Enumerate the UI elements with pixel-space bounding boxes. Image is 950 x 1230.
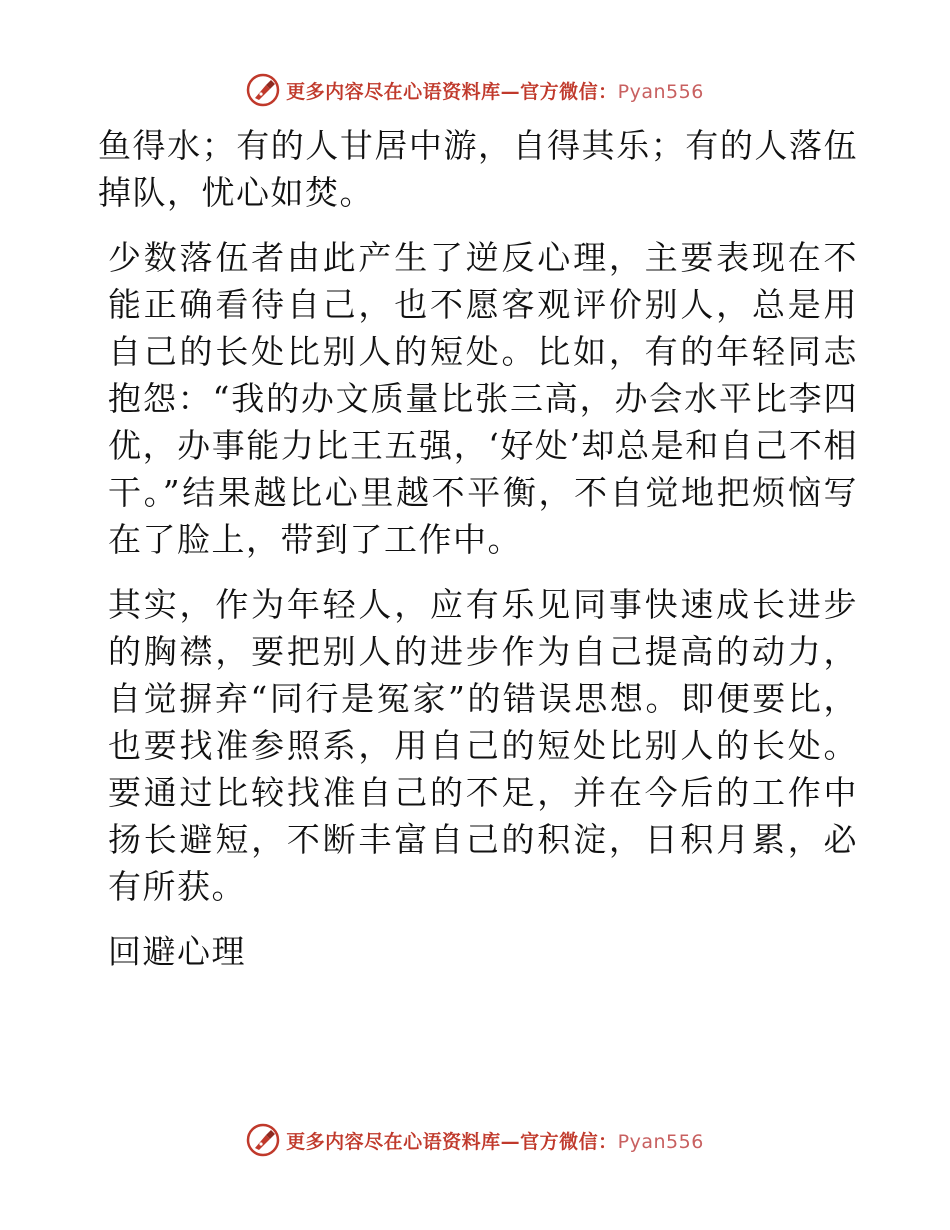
paragraph-3: 其实，作为年轻人，应有乐见同事快速成长进步的胸襟，要把别人的进步作为自己提高的动力，自觉摒弃“同行是冤家”的错误思想。即便要比，也要找准参照系，用自己的短处比别人的长处。要通过比较找准自己的不足，并在今后的工作中扬长避短，不断丰富自己的积淀，日积月累，必有所获。 — [108, 585, 858, 906]
paragraph-1: 鱼得水；有的人甘居中游，自得其乐；有的人落伍掉队，忧心如焚。 — [98, 126, 858, 212]
banner-text: 更多内容尽在心语资料库—官方微信：Pyan556 — [286, 1130, 704, 1153]
section-heading: 回避心理 — [108, 932, 246, 971]
banner-text: 更多内容尽在心语资料库—官方微信：Pyan556 — [286, 80, 704, 103]
pen-nib-logo-icon — [246, 73, 280, 107]
wechat-id: Pyan556 — [617, 80, 704, 103]
wechat-id: Pyan556 — [617, 1130, 704, 1153]
pen-nib-logo-icon — [246, 1123, 280, 1157]
document-body — [98, 122, 858, 993]
page-footer-banner — [0, 1120, 950, 1160]
page-header-banner — [0, 70, 950, 110]
paragraph-2: 少数落伍者由此产生了逆反心理，主要表现在不能正确看待自己，也不愿客观评价别人，总是用自己的长处比别人的短处。比如，有的年轻同志抱怨：“我的办文质量比张三高，办会水平比李四优，办事能力比王五强，‘好处’却总是和自己不相干。”结果越比心里越不平衡，不自觉地把烦恼写在了脸上，带到了工作中。 — [108, 238, 858, 559]
